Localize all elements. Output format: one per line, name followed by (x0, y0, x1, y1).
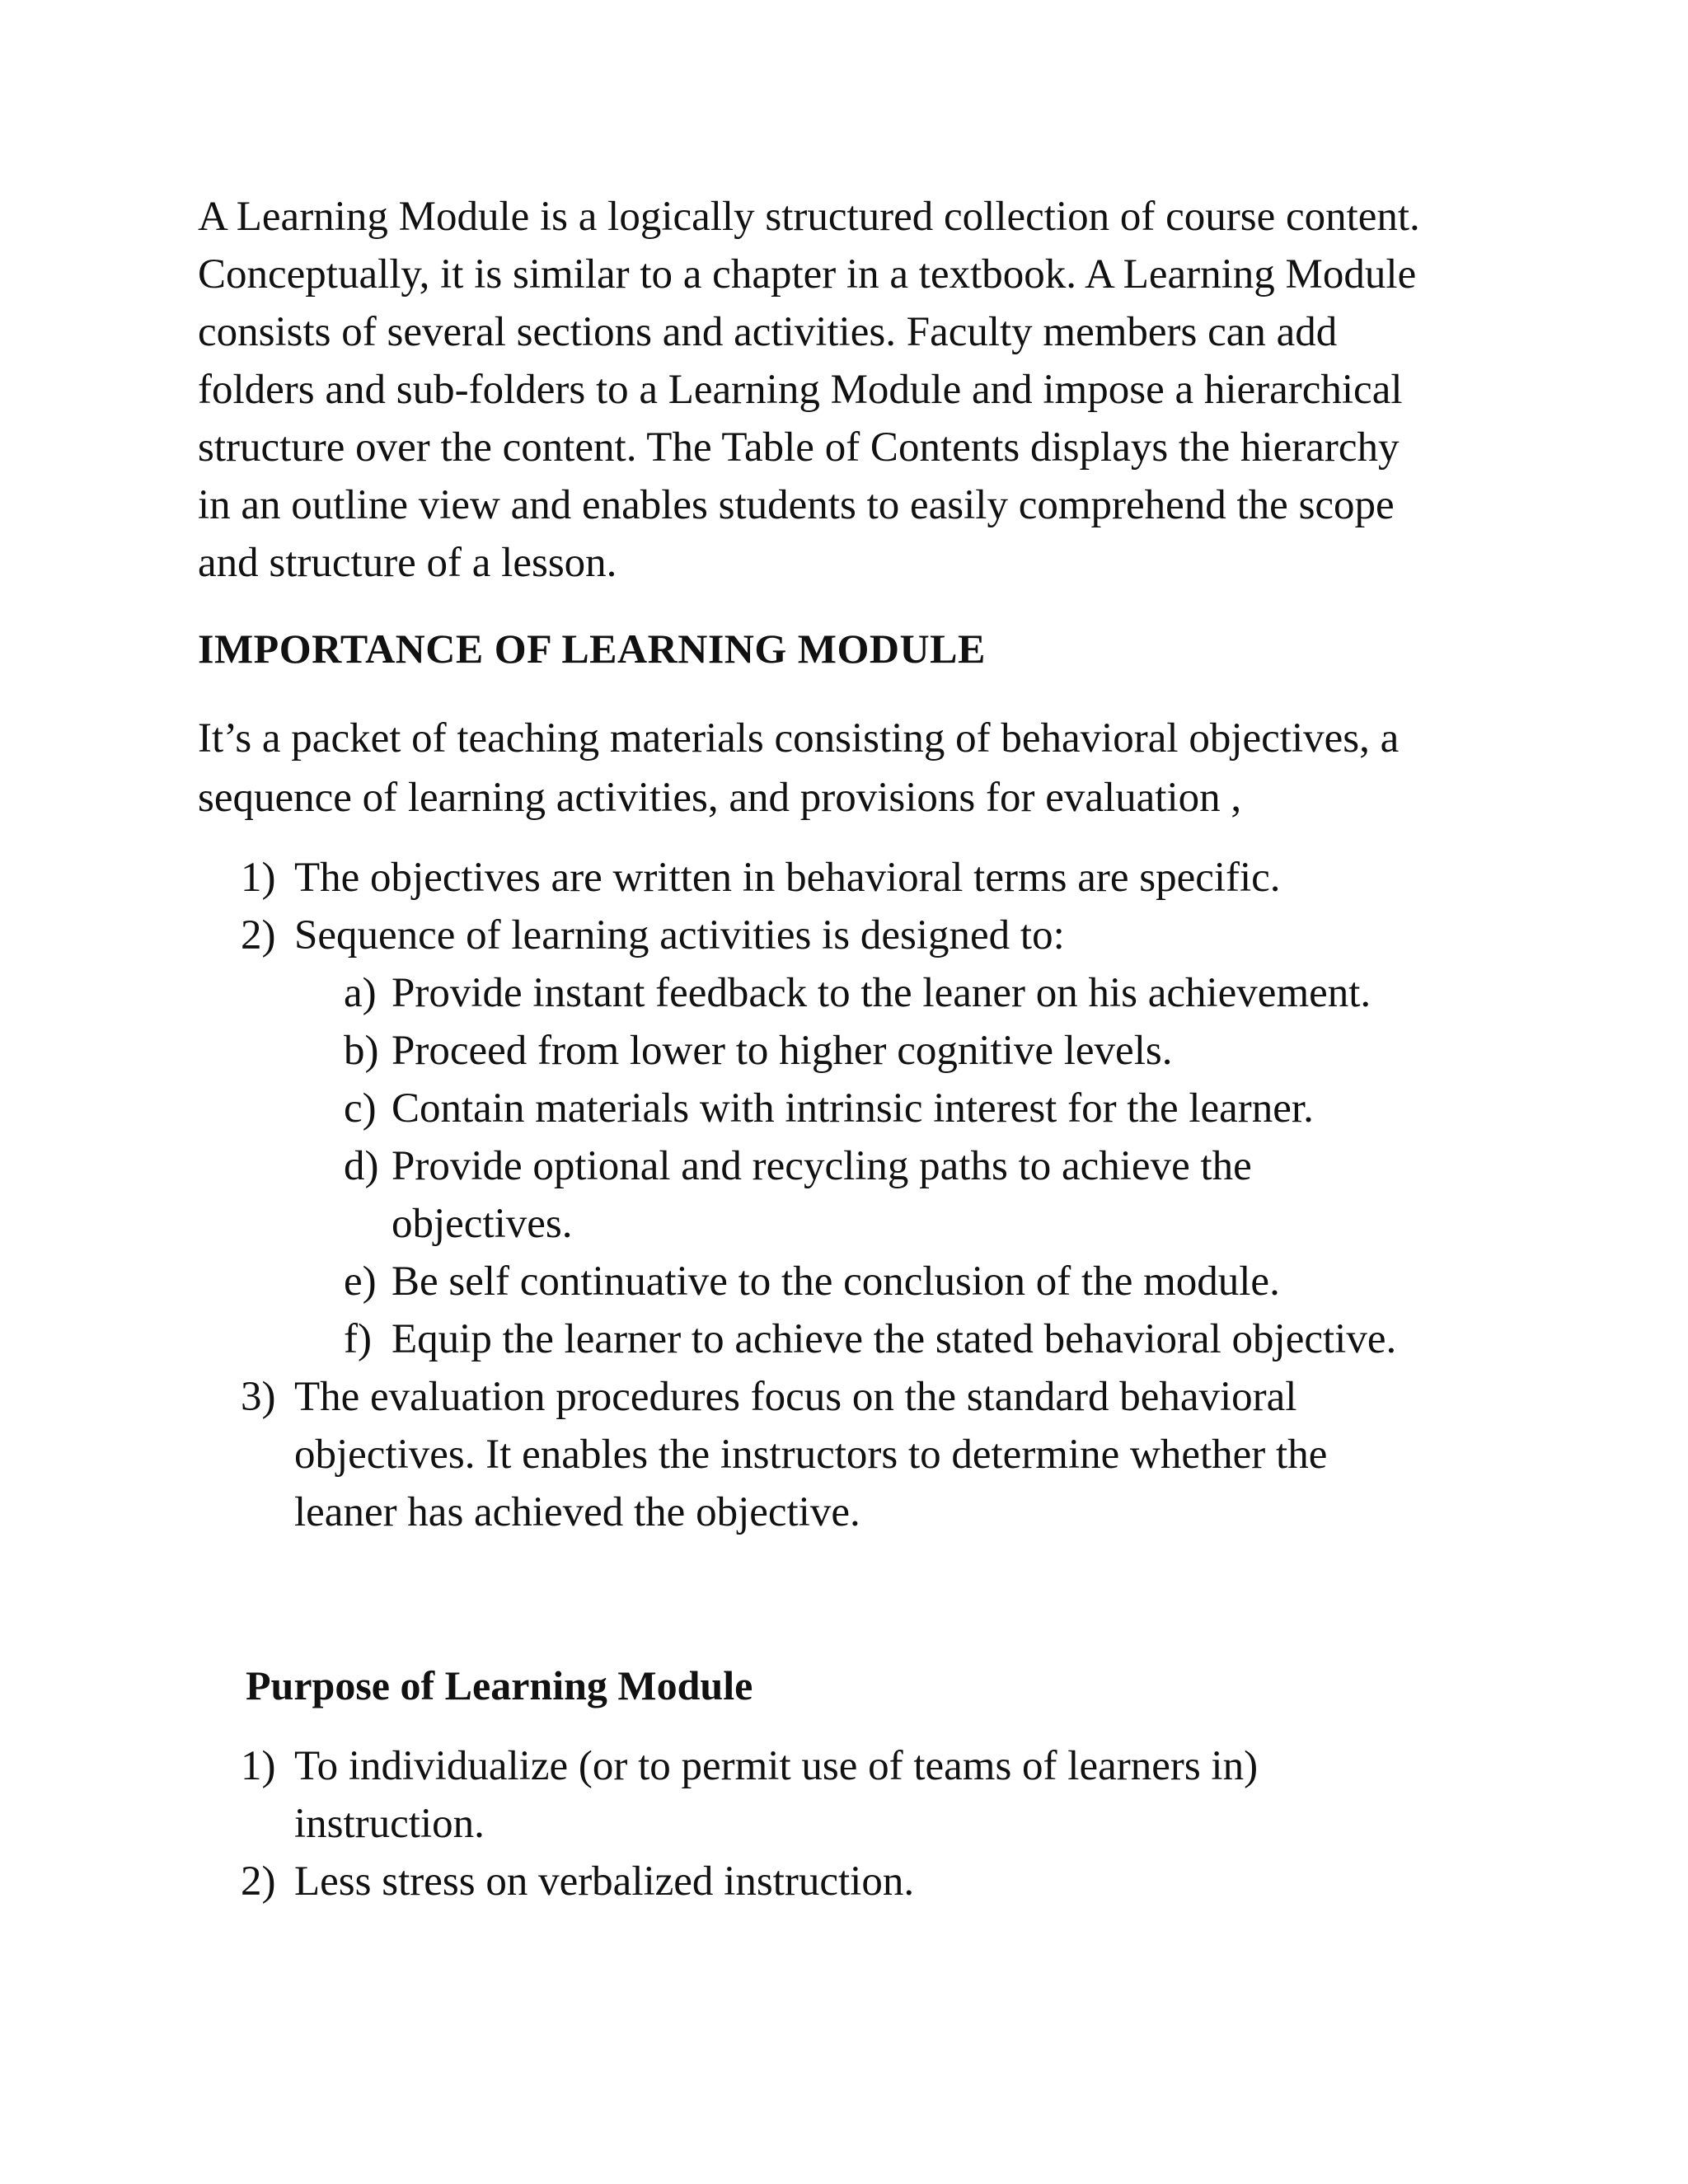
purpose-heading: Purpose of Learning Module (246, 1662, 753, 1708)
sub-list-item-text: objectives. (392, 1201, 573, 1247)
sub-list-item (241, 1253, 1396, 1310)
sub-list-item (241, 1022, 1396, 1080)
importance-heading: IMPORTANCE OF LEARNING MODULE (198, 626, 986, 672)
list-item (241, 907, 1396, 1368)
sub-list (241, 964, 1396, 1368)
packet-paragraph (198, 709, 1517, 827)
list-marker: 1) (241, 855, 276, 901)
list-marker: 2) (241, 912, 276, 958)
list-item-text: The evaluation procedures focus on the standard behavioral (294, 1374, 1297, 1420)
sub-list-item-text: Be self continuative to the conclusion of the module. (392, 1258, 1280, 1305)
sub-list-item (241, 1137, 1396, 1253)
sub-list-marker: e) (344, 1258, 377, 1305)
list-marker: 3) (241, 1374, 276, 1420)
intro-line: folders and sub-folders to a Learning Module and impose a hierarchical (198, 367, 1403, 413)
sub-list-item-text: Proceed from lower to higher cognitive levels. (392, 1028, 1173, 1074)
packet-line: sequence of learning activities, and provisions for evaluation , (198, 775, 1242, 821)
sub-list-item-text: Provide instant feedback to the leaner on his achievement. (392, 970, 1372, 1016)
sub-list-marker: b) (344, 1028, 379, 1074)
list-item-text: Less stress on verbalized instruction. (294, 1858, 915, 1905)
sub-list-item-text: Equip the learner to achieve the stated behavioral objective. (392, 1316, 1397, 1362)
list-item-text: The objectives are written in behavioral terms are specific. (294, 855, 1281, 901)
intro-line: A Learning Module is a logically structured collection of course content. (198, 194, 1420, 240)
sub-list-marker: c) (344, 1085, 377, 1132)
intro-line: in an outline view and enables students to easily comprehend the scope (198, 482, 1395, 528)
intro-line: consists of several sections and activities. Faculty members can add (198, 309, 1338, 355)
list-item-text: objectives. It enables the instructors to determine whether the (294, 1432, 1328, 1478)
packet-line: It’s a packet of teaching materials consisting of behavioral objectives, a (198, 715, 1400, 762)
list-item (241, 1853, 1258, 1910)
sub-list-marker: d) (344, 1143, 379, 1189)
sub-list-item (241, 1310, 1396, 1368)
list-marker: 1) (241, 1743, 276, 1789)
intro-line: and structure of a lesson. (198, 540, 617, 586)
list-item-text: Sequence of learning activities is designed to: (294, 912, 1065, 958)
intro-line: Conceptually, it is similar to a chapter in a textbook. A Learning Module (198, 251, 1417, 298)
list-item (241, 849, 1396, 907)
intro-line: structure over the content. The Table of Contents displays the hierarchy (198, 424, 1400, 471)
sub-list-marker: f) (344, 1316, 372, 1362)
list-item-text: leaner has achieved the objective. (294, 1489, 860, 1535)
intro-paragraph (198, 188, 1500, 592)
importance-list (241, 849, 1396, 1541)
sub-list-marker: a) (344, 970, 377, 1016)
sub-list-item-text: Provide optional and recycling paths to achieve the (392, 1143, 1252, 1189)
list-item-text: instruction. (294, 1801, 485, 1847)
sub-list-item (241, 964, 1396, 1022)
list-item-text: To individualize (or to permit use of teams of learners in) (294, 1743, 1259, 1789)
purpose-list (241, 1737, 1258, 1910)
list-item (241, 1368, 1396, 1541)
list-item (241, 1737, 1258, 1853)
sub-list-item-text: Contain materials with intrinsic interest for the learner. (392, 1085, 1314, 1132)
list-marker: 2) (241, 1858, 276, 1905)
sub-list-item (241, 1080, 1396, 1137)
